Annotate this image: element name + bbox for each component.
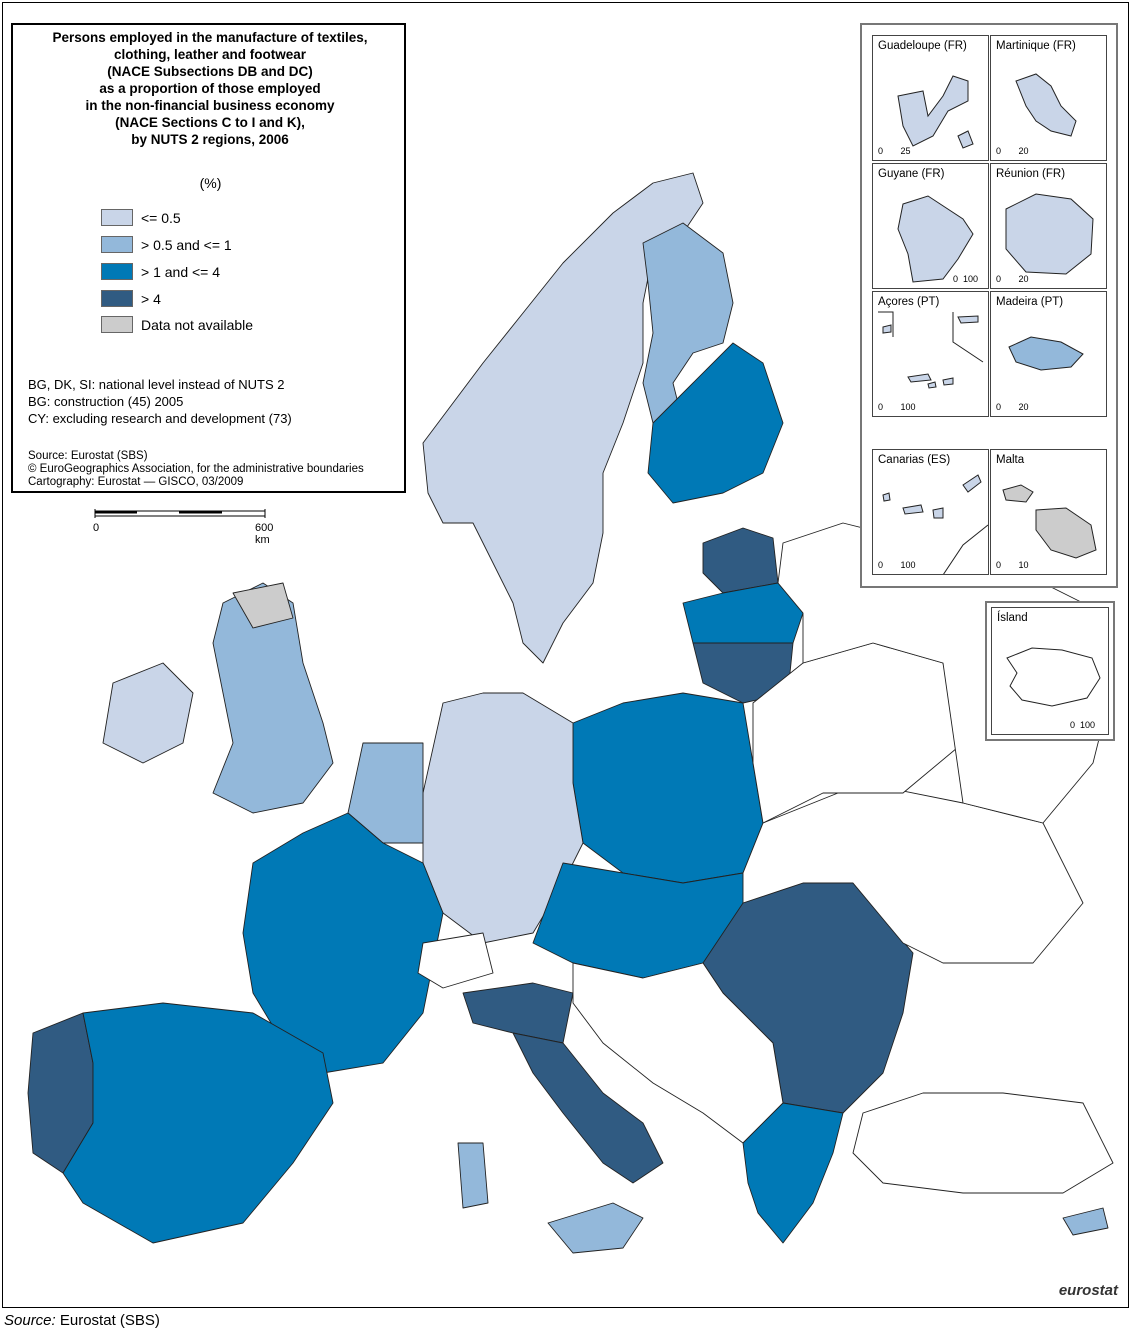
inset-acores xyxy=(872,291,989,417)
region-spain xyxy=(63,1003,333,1243)
iceland-inset-panel xyxy=(985,601,1115,741)
inset-madeira xyxy=(990,291,1107,417)
map-frame xyxy=(2,2,1129,1308)
inset-scale-start: 0 xyxy=(996,274,1002,284)
scale-end: 600 km xyxy=(255,522,274,546)
inset-iceland xyxy=(991,607,1109,735)
inset-scale xyxy=(878,402,916,412)
region-sardinia xyxy=(458,1143,488,1208)
title-line: (NACE Subsections DB and DC) xyxy=(107,64,313,79)
inset-scale-end: 25 xyxy=(900,146,911,156)
inset-title: Malta xyxy=(996,454,1025,466)
inset-title: Ísland xyxy=(997,612,1028,624)
legend-label: > 4 xyxy=(141,291,161,307)
inset-title: Guadeloupe (FR) xyxy=(878,40,967,52)
inset-scale xyxy=(996,274,1029,284)
region-estonia xyxy=(703,528,778,593)
legend-label: > 0.5 and <= 1 xyxy=(141,237,232,253)
inset-scale-end: 100 xyxy=(1080,720,1096,730)
inset-map xyxy=(873,164,989,289)
region-poland xyxy=(573,693,763,883)
inset-guyane xyxy=(872,163,989,289)
inset-map xyxy=(991,36,1107,161)
inset-title: Martinique (FR) xyxy=(996,40,1076,52)
legend-swatch xyxy=(101,236,133,253)
eurostat-logo: eurostat xyxy=(1058,1282,1118,1299)
inset-reunion xyxy=(990,163,1107,289)
region-cyprus xyxy=(1063,1208,1108,1235)
inset-scale-start: 0 xyxy=(878,560,884,570)
inset-scale-end: 10 xyxy=(1018,560,1029,570)
inset-malta xyxy=(990,449,1107,575)
legend-unit: (%) xyxy=(199,175,222,191)
region-turkey xyxy=(853,1093,1113,1193)
inset-scale xyxy=(996,146,1029,156)
inset-map xyxy=(873,36,989,161)
inset-scale-start: 0 xyxy=(996,146,1002,156)
inset-title: Madeira (PT) xyxy=(996,296,1064,308)
inset-scale xyxy=(1070,720,1095,730)
note-line: BG: construction (45) 2005 xyxy=(28,394,184,409)
inset-scale xyxy=(878,560,916,570)
region-ireland xyxy=(103,663,193,763)
credit-line: Source: Eurostat (SBS) xyxy=(28,450,148,462)
legend-swatch xyxy=(101,209,133,226)
legend-swatch xyxy=(101,290,133,307)
inset-canarias xyxy=(872,449,989,575)
inset-scale-end: 20 xyxy=(1018,402,1029,412)
inset-scale-end: 100 xyxy=(900,402,916,412)
inset-map xyxy=(991,164,1107,289)
inset-map xyxy=(991,450,1107,575)
legend-swatch xyxy=(101,263,133,280)
inset-title: Réunion (FR) xyxy=(996,168,1066,180)
inset-title: Guyane (FR) xyxy=(878,168,945,180)
inset-scale-end: 20 xyxy=(1018,274,1029,284)
title-line: Persons employed in the manufacture of textiles, xyxy=(52,30,368,45)
inset-scale-start: 0 xyxy=(878,146,884,156)
source-label: Source: xyxy=(4,1312,56,1329)
note-line: CY: excluding research and development (73) xyxy=(28,411,292,426)
note-line: BG, DK, SI: national level instead of NUTS 2 xyxy=(28,377,285,392)
inset-map xyxy=(991,292,1107,417)
inset-map xyxy=(873,292,989,417)
legend-box xyxy=(11,23,406,493)
map-title xyxy=(21,29,399,148)
inset-scale-start: 0 xyxy=(996,402,1002,412)
inset-scale-start: 0 xyxy=(878,402,884,412)
inset-scale-start: 0 xyxy=(996,560,1002,570)
insets-panel xyxy=(860,23,1118,588)
inset-martinique xyxy=(990,35,1107,161)
legend-label: <= 0.5 xyxy=(141,210,181,226)
inset-scale-start: 0 xyxy=(953,274,959,284)
title-line: as a proportion of those employed xyxy=(99,81,321,96)
legend-label: > 1 and <= 4 xyxy=(141,264,221,280)
inset-scale xyxy=(996,402,1029,412)
scale-bar-graphic xyxy=(93,506,273,522)
credit-line: Cartography: Eurostat — GISCO, 03/2009 xyxy=(28,476,244,488)
inset-scale-end: 20 xyxy=(1018,146,1029,156)
inset-scale-end: 100 xyxy=(963,274,979,284)
scale-bar xyxy=(93,506,274,546)
inset-scale xyxy=(996,560,1029,570)
credit-line: © EuroGeographics Association, for the administrative boundaries xyxy=(28,463,364,475)
legend-swatch xyxy=(101,316,133,333)
title-line: by NUTS 2 regions, 2006 xyxy=(131,132,289,147)
inset-map xyxy=(992,608,1109,735)
source-text: Eurostat (SBS) xyxy=(55,1312,160,1329)
inset-scale xyxy=(878,146,911,156)
title-line: (NACE Sections C to I and K), xyxy=(115,115,305,130)
inset-map xyxy=(873,450,989,575)
inset-guadeloupe xyxy=(872,35,989,161)
scale-start: 0 xyxy=(93,522,100,534)
inset-scale-end: 100 xyxy=(900,560,916,570)
inset-title: Açores (PT) xyxy=(878,296,940,308)
inset-scale-start: 0 xyxy=(1070,720,1076,730)
title-line: clothing, leather and footwear xyxy=(113,47,307,62)
inset-scale xyxy=(953,274,978,284)
legend-label: Data not available xyxy=(141,317,254,333)
footer-source xyxy=(4,1312,160,1329)
title-line: in the non-financial business economy xyxy=(85,98,335,113)
region-sicily xyxy=(548,1203,643,1253)
inset-title: Canarias (ES) xyxy=(878,454,951,466)
